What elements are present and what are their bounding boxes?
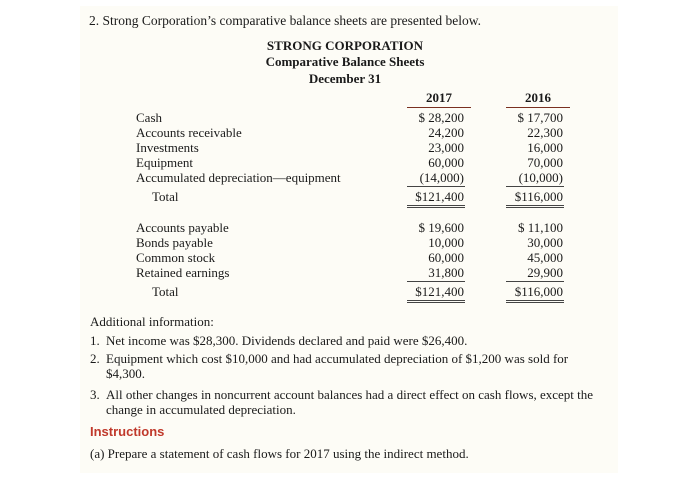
instructions-heading: Instructions — [90, 424, 165, 439]
asset-value-2017: 24,200 — [428, 125, 464, 140]
company-name: STRONG CORPORATION — [266, 38, 424, 53]
liability-value-2017: 10,000 — [428, 235, 464, 250]
additional-info-heading: Additional information: — [90, 314, 214, 329]
asset-value-2016: 70,000 — [527, 155, 563, 170]
asset-label-investments: Investments — [136, 140, 199, 155]
liability-value-2016: 29,900 — [527, 265, 563, 280]
asset-value-2017: $ 28,200 — [418, 110, 464, 125]
assets-total-2016: $116,000 — [514, 189, 563, 204]
asset-value-2017: 23,000 — [428, 140, 464, 155]
additional-item — [90, 333, 610, 348]
question-title: 2. Strong Corporation’s comparative balance sheets are presented below. — [89, 13, 481, 28]
total-double-rule-2016 — [506, 205, 564, 206]
total-double-rule-2017 — [407, 300, 465, 301]
asset-label-receivable: Accounts receivable — [136, 125, 242, 140]
asset-value-2017: (14,000) — [419, 170, 464, 185]
asset-value-2016: (10,000) — [518, 170, 563, 185]
liabilities-total-2016: $116,000 — [514, 284, 563, 299]
subtotal-rule-2017 — [407, 281, 465, 282]
liabilities-total-label: Total — [152, 284, 179, 299]
year-underline-2016 — [506, 107, 570, 108]
additional-item — [90, 351, 610, 381]
instruction-part-a: (a) Prepare a statement of cash flows for 2017 using the indirect method. — [90, 446, 469, 461]
item-number: 1. — [90, 333, 100, 348]
asset-label-accum-depr: Accumulated depreciation—equipment — [136, 170, 341, 185]
total-double-rule-2016 — [506, 302, 564, 303]
item-text: Net income was $28,300. Dividends declared and paid were $26,400. — [106, 333, 468, 348]
liability-label-retained-earnings: Retained earnings — [136, 265, 230, 280]
total-double-rule-2017 — [407, 207, 465, 208]
assets-total-2017: $121,400 — [415, 189, 464, 204]
liability-label-common-stock: Common stock — [136, 250, 216, 265]
total-double-rule-2017 — [407, 205, 465, 206]
total-double-rule-2016 — [506, 207, 564, 208]
liability-value-2017: 31,800 — [428, 265, 464, 280]
item-number: 2. — [90, 351, 100, 366]
liability-value-2017: $ 19,600 — [418, 220, 464, 235]
item-number: 3. — [90, 387, 100, 402]
item-text: Equipment which cost $10,000 and had accumulated depreciation of $1,200 was sold for $4,300. — [106, 351, 569, 381]
year-underline-2017 — [407, 107, 471, 108]
additional-item — [90, 387, 610, 417]
asset-value-2016: $ 17,700 — [517, 110, 563, 125]
liability-value-2017: 60,000 — [428, 250, 464, 265]
asset-value-2017: 60,000 — [428, 155, 464, 170]
item-text: All other changes in noncurrent account balances had a direct effect on cash flows, except the change in accumulated depreciation. — [106, 387, 594, 417]
asset-label-cash: Cash — [136, 110, 162, 125]
asset-label-equipment: Equipment — [136, 155, 194, 170]
subtotal-rule-2016 — [506, 186, 564, 187]
total-double-rule-2016 — [506, 300, 564, 301]
statement-date: December 31 — [308, 71, 382, 86]
liabilities-total-2017: $121,400 — [415, 284, 464, 299]
year-header-2016: 2016 — [525, 90, 551, 105]
assets-total-label: Total — [152, 189, 179, 204]
liability-value-2016: 45,000 — [527, 250, 563, 265]
statement-title: Comparative Balance Sheets — [265, 54, 425, 69]
liability-label-ap: Accounts payable — [136, 220, 229, 235]
liability-value-2016: 30,000 — [527, 235, 563, 250]
subtotal-rule-2016 — [506, 281, 564, 282]
asset-value-2016: 22,300 — [527, 125, 563, 140]
liability-value-2016: $ 11,100 — [517, 220, 563, 235]
subtotal-rule-2017 — [407, 186, 465, 187]
year-header-2017: 2017 — [426, 90, 452, 105]
liability-label-bonds: Bonds payable — [136, 235, 213, 250]
total-double-rule-2017 — [407, 302, 465, 303]
asset-value-2016: 16,000 — [527, 140, 563, 155]
